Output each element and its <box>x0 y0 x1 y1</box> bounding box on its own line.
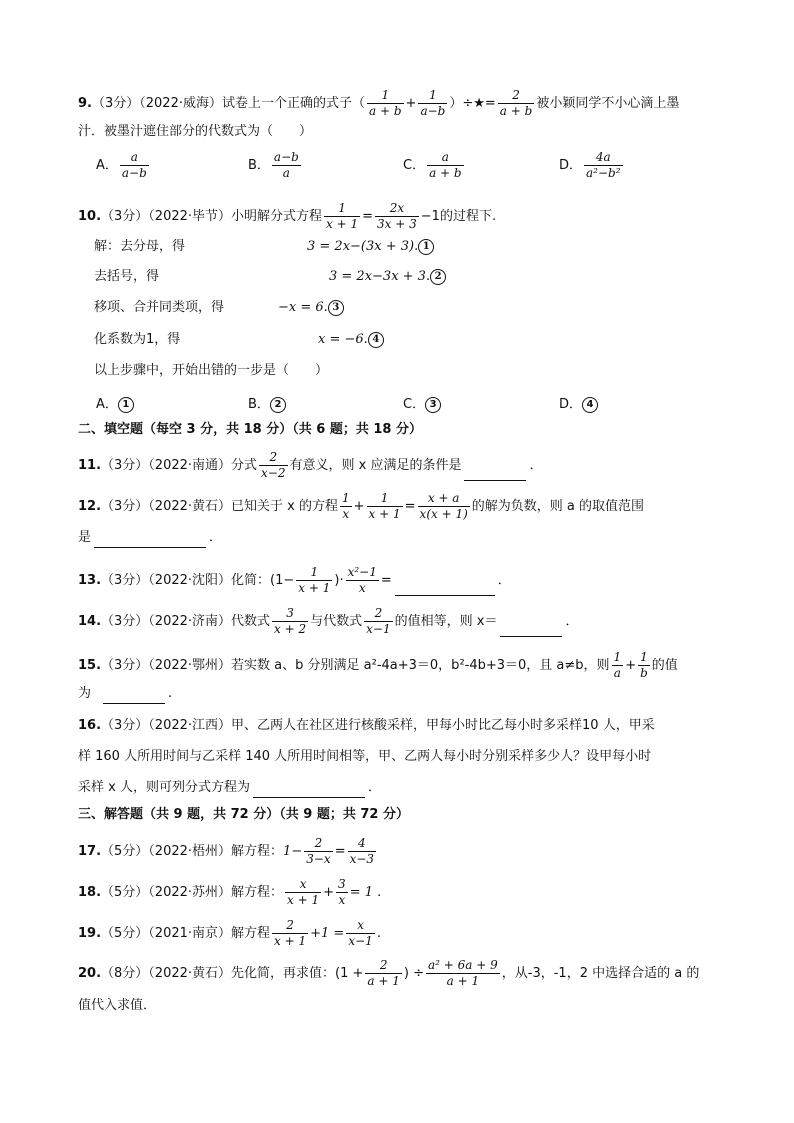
q10-option-d[interactable]: D． 4 <box>559 393 598 413</box>
q10-step3-expr: −x = 6. 3 <box>278 298 344 318</box>
q16-line2: 样 160 人所用时间与乙采样 140 人所用时间相等，甲、乙两人每小时分别采样多少人？设甲每小时 <box>78 749 652 764</box>
q15-text-2: 的值 <box>651 658 678 673</box>
q12-plus: + <box>353 499 365 514</box>
q14-fraction-2: $\frac{2}{x-1}$ <box>366 606 391 636</box>
q16-line1 <box>78 716 655 736</box>
q15-fraction-2: $\frac{1}{b}$ <box>640 650 648 680</box>
q14-text-3: 的值相等，则 x＝ <box>394 614 498 629</box>
q10-step2-label: 去括号，得 <box>94 269 160 284</box>
q17-fraction-1: $\frac{2}{3-x}$ <box>306 836 331 866</box>
q10-question: 以上步骤中，开始出错的一步是（ ） <box>94 363 329 378</box>
q12-fraction-1: $\frac{1}{x}$ <box>342 491 350 521</box>
q10-step4-label: 化系数为1，得 <box>94 332 181 347</box>
q14-line <box>78 606 578 637</box>
q13-fraction-1: $\frac{1}{x + 1}$ <box>298 565 331 595</box>
q12-line1 <box>78 491 644 522</box>
circled-number-icon: 2 <box>270 397 286 413</box>
q10-step4-expr: x = −6. 4 <box>318 330 384 350</box>
q17-number: 17. <box>78 844 102 859</box>
q15-meta: （3分）（2022·鄂州） <box>101 658 232 673</box>
q20-fraction-1: $\frac{2}{a + 1}$ <box>367 958 400 988</box>
q11-fraction: $\frac{2}{x-2}$ <box>261 450 286 480</box>
q20-fraction-2: $\frac{\text{a² + 6a + 9}}{a + 1}$ <box>428 958 498 988</box>
answer-blank[interactable] <box>94 533 206 548</box>
q10-step1-label: 解：去分母，得 <box>94 239 186 254</box>
q13-line <box>78 565 511 596</box>
q13-text: 化简：(1− <box>231 573 295 588</box>
q15-text-4: . <box>168 686 173 701</box>
q12-meta: （3分）（2022·黄石） <box>101 499 232 514</box>
circled-number-icon: 2 <box>430 269 446 285</box>
section-3-heading: 三、解答题（共 9 题，共 72 分）（共 9 题；共 72 分） <box>78 807 409 822</box>
q12-text-4: ． <box>209 530 223 545</box>
q9-number: 9. <box>78 96 92 111</box>
q10-step1-expr: 3 = 2x−(3x + 3). 1 <box>307 237 434 257</box>
q12-number: 12. <box>78 499 102 514</box>
circled-number-icon: 4 <box>368 332 384 348</box>
q19-fraction-2: $\frac{x}{x-1}$ <box>348 918 373 948</box>
q20-text-3: ，从-3，-1，2 中选择合适的 a 的 <box>501 966 700 981</box>
q20-meta: （8分）（2022·黄石） <box>101 966 232 981</box>
q12-fraction-3: $\frac{x + a}{x(x + 1)}$ <box>419 491 468 521</box>
q16-line3 <box>78 778 381 798</box>
q9-line1 <box>78 88 679 119</box>
q14-number: 14. <box>78 614 102 629</box>
q18-fraction-1: $\frac{x}{x + 1}$ <box>287 877 320 907</box>
q18-fraction-2: $\frac{3}{x}$ <box>338 877 346 907</box>
q9-option-b[interactable]: B． $\frac{a-b}{a}$ <box>248 150 299 180</box>
q19-expr: +1 = <box>310 926 345 941</box>
q13-text-2: )· <box>334 573 344 588</box>
q10-text-2: −1的过程下. <box>420 209 497 224</box>
q12-equals: = <box>404 499 416 514</box>
q14-text-4: ． <box>565 614 579 629</box>
q14-text-2: 与代数式 <box>310 614 363 629</box>
q10-text: 小明解分式方程 <box>231 209 323 224</box>
q15-number: 15. <box>78 658 102 673</box>
circled-number-icon: 1 <box>418 239 434 255</box>
q10-step2-expr: 3 = 2x−3x + 3. 2 <box>329 267 446 287</box>
q15-fraction-1: $\frac{1}{a}$ <box>613 650 622 680</box>
q9-fraction-2: $\frac{1}{a-b}$ <box>420 88 446 118</box>
q9-text: 试卷上一个正确的式子（ <box>221 96 365 111</box>
q11-meta: （3分）（2022·南通） <box>101 458 232 473</box>
q10-option-a[interactable]: A． 1 <box>96 393 134 413</box>
q16-number: 16. <box>78 718 102 733</box>
q20-text: 先化简，再求值：(1 + <box>231 966 364 981</box>
q11-text-3: ． <box>529 458 543 473</box>
q18-number: 18. <box>78 885 102 900</box>
q9-plus: + <box>405 96 417 111</box>
q13-fraction-2: $\frac{\text{x²−1}}{x}$ <box>347 565 377 595</box>
q13-text-3: ． <box>497 573 511 588</box>
q18-text: 解方程： <box>231 885 284 900</box>
q19-meta: （5分）（2021·南京） <box>101 926 232 941</box>
q9-line2: 汁．被墨汁遮住部分的代数式为（ ） <box>78 124 313 139</box>
q10-number: 10. <box>78 209 102 224</box>
q12-text-2: 的解为负数，则 a 的取值范围 <box>471 499 644 514</box>
circled-number-icon: 1 <box>118 397 134 413</box>
q14-text: 代数式 <box>231 614 271 629</box>
q19-text-3: . <box>376 926 381 941</box>
q9-text-3: 被小颖同学不小心滴上墨 <box>536 96 680 111</box>
circled-number-icon: 3 <box>328 300 344 316</box>
q12-text: 已知关于 x 的方程 <box>231 499 338 514</box>
q13-meta: （3分）（2022·沈阳） <box>101 573 232 588</box>
q12-fraction-2: $\frac{1}{x + 1}$ <box>368 491 401 521</box>
q15-plus: + <box>625 658 637 673</box>
circled-number-icon: 3 <box>425 397 441 413</box>
answer-blank[interactable] <box>395 581 495 596</box>
answer-blank[interactable] <box>253 783 365 798</box>
q12-text-3: 是 <box>78 530 92 545</box>
q14-fraction-1: $\frac{3}{x + 2}$ <box>274 606 307 636</box>
q10-fraction-2: $\frac{2x}{3x + 3}$ <box>377 201 417 231</box>
q18-plus: + <box>323 885 335 900</box>
q16-text: 甲、乙两人在社区进行核酸采样，甲每小时比乙每小时多采样10 人，甲采 <box>231 718 655 733</box>
q11-text-2: 有意义，则 x 应满足的条件是 <box>289 458 462 473</box>
q11-text: 分式 <box>231 458 258 473</box>
answer-blank[interactable] <box>464 466 526 481</box>
q9-fraction-3: $\frac{2}{a + b}$ <box>499 88 533 118</box>
q17-expr: 1− <box>283 844 303 859</box>
q17-text: 解方程： <box>231 844 284 859</box>
q10-option-c[interactable]: C． 3 <box>403 393 441 413</box>
q9-option-a[interactable]: A． $\frac{a}{a-b}$ <box>96 150 147 180</box>
q10-fraction-1: $\frac{1}{x + 1}$ <box>326 201 359 231</box>
q9-meta: （3分）（2022·威海） <box>91 96 222 111</box>
q17-line <box>78 836 378 867</box>
section-2-heading: 二、填空题（每空 3 分，共 18 分）（共 6 题；共 18 分） <box>78 422 422 437</box>
q13-number: 13. <box>78 573 102 588</box>
q15-text: 若实数 a、b 分别满足 a²-4a+3＝0，b²-4b+3＝0，且 a≠b，则 <box>231 658 610 673</box>
q9-fraction-1: $\frac{1}{a + b}$ <box>369 88 402 118</box>
q17-meta: （5分）（2022·梧州） <box>101 844 232 859</box>
q9-option-d[interactable]: D． $\frac{4a}{\text{a²−b²}}$ <box>559 150 621 180</box>
q20-number: 20. <box>78 966 102 981</box>
q14-meta: （3分）（2022·济南） <box>101 614 232 629</box>
q10-line1 <box>78 201 496 232</box>
q18-meta: （5分）（2022·苏州） <box>101 885 232 900</box>
q17-equals: = <box>334 844 346 859</box>
q17-fraction-2: $\frac{4}{x-3}$ <box>349 836 375 866</box>
q10-step3-label: 移项、合并同类项，得 <box>94 300 225 315</box>
q11-number: 11. <box>78 458 102 473</box>
q13-equals: = <box>380 573 392 588</box>
q10-equals: = <box>362 209 374 224</box>
q15-line1 <box>78 650 678 681</box>
q9-text-2: ）÷★= <box>449 96 496 111</box>
circled-number-icon: 4 <box>582 397 598 413</box>
q10-meta: （3分）（2022·毕节） <box>101 209 232 224</box>
q16-text-4: ． <box>367 780 381 795</box>
answer-blank[interactable] <box>103 689 165 704</box>
q19-fraction-1: $\frac{2}{x + 1}$ <box>274 918 307 948</box>
q15-text-3: 为 <box>78 686 92 701</box>
q20-text-2: ) ÷ <box>403 966 424 981</box>
q10-option-b[interactable]: B． 2 <box>248 393 286 413</box>
q11-line <box>78 450 543 481</box>
q18-line <box>78 877 381 908</box>
q16-text-3: 采样 x 人，则可列分式方程为 <box>78 780 250 795</box>
q15-line2 <box>78 684 172 704</box>
q19-text: 解方程 <box>231 926 271 941</box>
q20-line1 <box>78 958 699 989</box>
q18-expr: = 1 . <box>349 885 382 900</box>
answer-blank[interactable] <box>500 622 562 637</box>
q19-number: 19. <box>78 926 102 941</box>
q20-line2: 值代入求值． <box>78 998 157 1013</box>
q16-meta: （3分）（2022·江西） <box>101 718 232 733</box>
q19-line <box>78 918 381 949</box>
q12-line2 <box>78 528 222 548</box>
q9-option-c[interactable]: C． $\frac{a}{a + b}$ <box>403 150 462 180</box>
